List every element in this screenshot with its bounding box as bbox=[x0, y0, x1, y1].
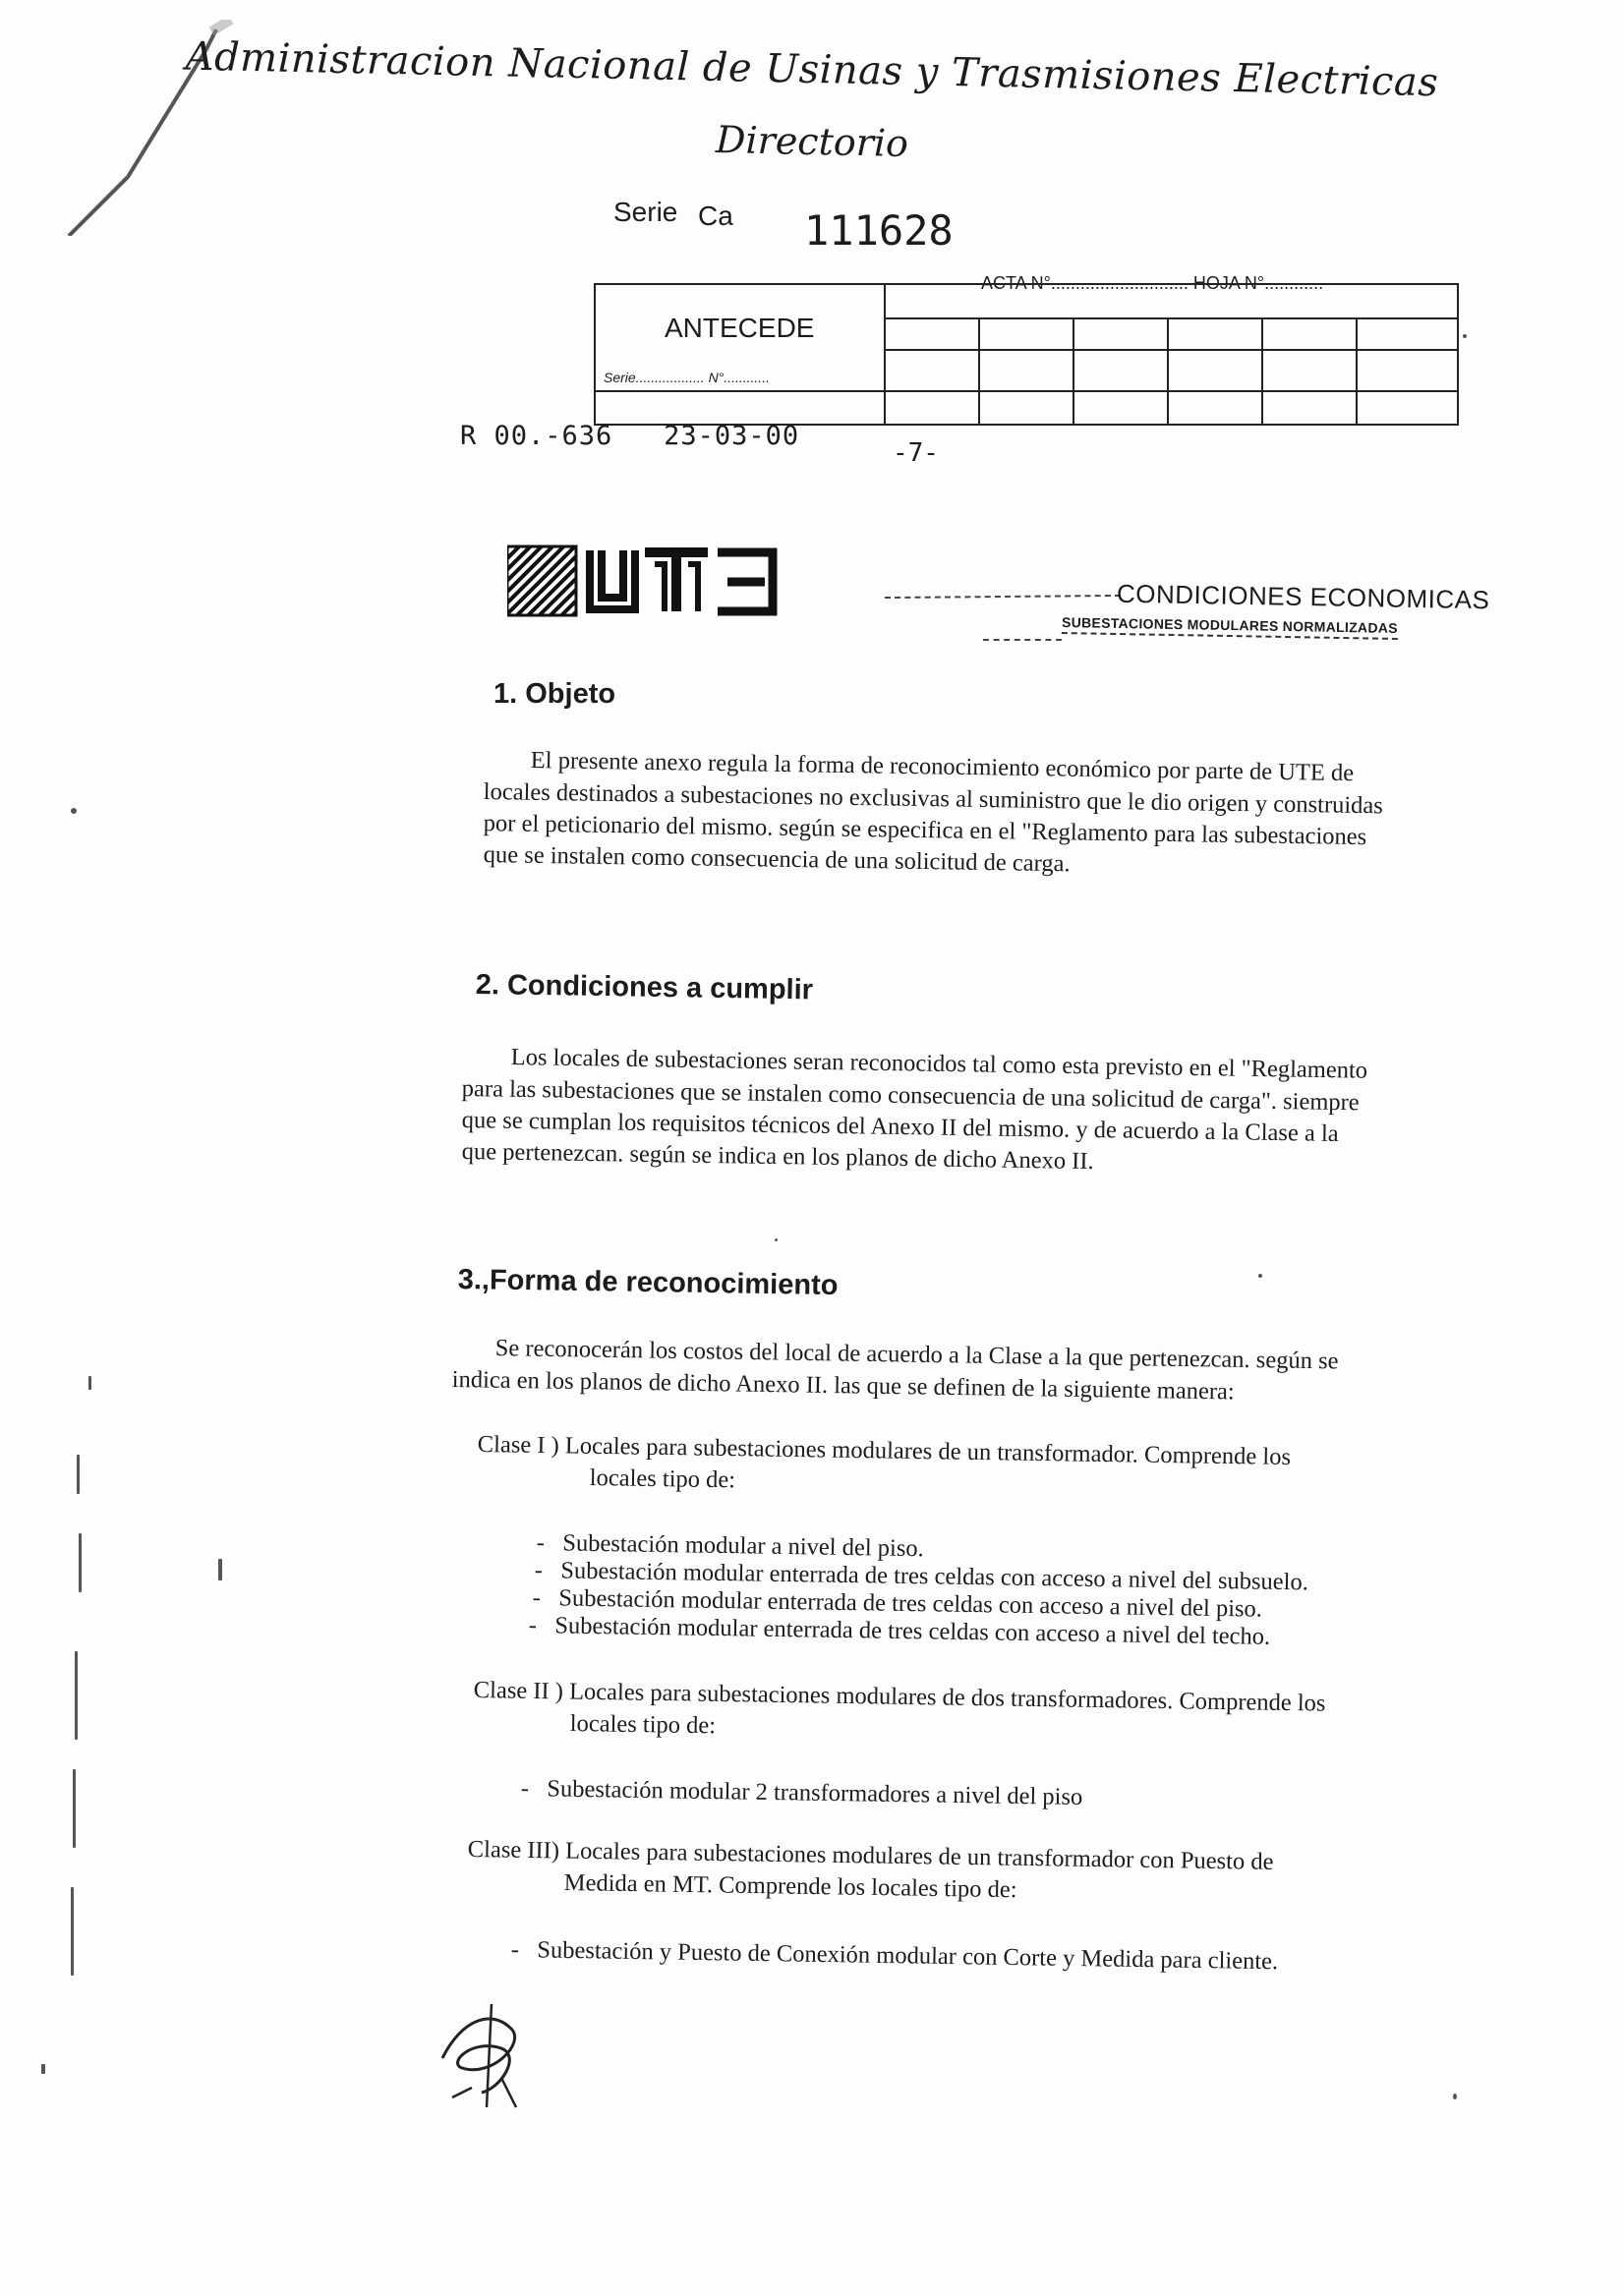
resolution-number: R 00.-636 bbox=[460, 421, 613, 451]
bullet-dash: - bbox=[520, 1775, 530, 1803]
page-number: -7- bbox=[893, 438, 939, 468]
antecede-serie-line: Serie.................. N°............ bbox=[604, 370, 770, 385]
serie-value: Ca bbox=[698, 201, 733, 231]
forma-line-1: Se reconocerán los costos del local de acuerdo a la Clase a la que pertenezcan. según se bbox=[494, 1335, 1339, 1375]
clase-3-line-1: Clase III) Locales para subestaciones modulares de un transformador con Puesto de bbox=[467, 1836, 1274, 1875]
section-heading-objeto: 1. Objeto bbox=[493, 678, 616, 710]
list-item: - Subestación modular enterrada de tres celdas con acceso a nivel del subsuelo. bbox=[534, 1557, 1309, 1596]
section-heading-condiciones: 2. Condiciones a cumplir bbox=[475, 969, 814, 1006]
scan-speck bbox=[1258, 1274, 1262, 1278]
antecede-label: ANTECEDE bbox=[665, 313, 815, 343]
scan-speck bbox=[1463, 334, 1467, 338]
clase-2-line-2: locales tipo de: bbox=[569, 1710, 717, 1740]
bullet-dash: - bbox=[534, 1557, 544, 1584]
objeto-line-3: por el peticionario del mismo. según se especifica en el "Reglamento para las subestaciones bbox=[483, 810, 1367, 851]
scan-speck bbox=[73, 1769, 76, 1848]
scan-speck bbox=[775, 1238, 778, 1241]
objeto-line-4: que se instalen como consecuencia de una solicitud de carga. bbox=[483, 841, 1071, 878]
clase-3-line-2: Medida en MT. Comprende los locales tipo de: bbox=[563, 1869, 1017, 1904]
forma-line-2: indica en los planos de dicho Anexo II. las que se definen de la siguiente manera: bbox=[451, 1366, 1235, 1406]
bullet-dash: - bbox=[510, 1936, 520, 1964]
handwritten-signature bbox=[433, 1999, 541, 2117]
scan-speck bbox=[218, 1559, 222, 1580]
scan-speck bbox=[79, 1533, 82, 1592]
condiciones-line-1: Los locales de subestaciones seran reconocidos tal como esta previsto en el "Reglamento bbox=[510, 1044, 1368, 1084]
clase-1-line-2: locales tipo de: bbox=[589, 1464, 736, 1494]
list-item: - Subestación modular a nivel del piso. bbox=[536, 1529, 924, 1563]
bullet-dash: - bbox=[536, 1529, 546, 1557]
header-title: Administracion Nacional de Usinas y Trasmisiones Electricas bbox=[185, 33, 1439, 106]
scan-speck bbox=[77, 1455, 80, 1494]
list-item: - Subestación modular 2 transformadores a nivel del piso bbox=[520, 1775, 1083, 1810]
antecede-cell bbox=[594, 283, 885, 391]
heading-dashes-2 bbox=[983, 639, 1062, 641]
serie-label: Serie bbox=[613, 197, 678, 227]
acta-hoja-line: ACTA N°............................ HOJA N°............ bbox=[981, 273, 1324, 293]
resolution-code bbox=[460, 421, 799, 451]
serie-number: 111628 bbox=[804, 206, 954, 255]
list-item: - Subestación y Puesto de Conexión modular con Corte y Medida para cliente. bbox=[510, 1936, 1279, 1976]
objeto-line-2: locales destinados a subestaciones no exclusivas al suministro que le dio origen y construidas bbox=[483, 778, 1384, 820]
header-subtitle: Directorio bbox=[715, 117, 909, 166]
list-item: - Subestación modular enterrada de tres celdas con acceso a nivel del piso. bbox=[532, 1584, 1263, 1623]
scan-speck bbox=[1453, 2094, 1457, 2099]
list-item: - Subestación modular enterrada de tres celdas con acceso a nivel del techo. bbox=[528, 1612, 1271, 1650]
bullet-dash: - bbox=[528, 1612, 538, 1639]
objeto-line-1: El presente anexo regula la forma de reconocimiento económico por parte de UTE de bbox=[530, 747, 1355, 787]
heading-dashes bbox=[885, 595, 1121, 599]
clase-2-line-1: Clase II ) Locales para subestaciones modulares de dos transformadores. Comprende los bbox=[473, 1677, 1326, 1717]
clase-1-line-1: Clase I ) Locales para subestaciones modulares de un transformador. Comprende los bbox=[477, 1431, 1292, 1470]
condiciones-line-4: que pertenezcan. según se indica en los planos de dicho Anexo II. bbox=[461, 1138, 1094, 1176]
doc-heading-title: CONDICIONES ECONOMICAS bbox=[1116, 578, 1490, 615]
scan-speck bbox=[88, 1376, 91, 1390]
scan-speck bbox=[71, 808, 77, 814]
bullet-dash: - bbox=[532, 1584, 542, 1612]
resolution-date: 23-03-00 bbox=[664, 421, 800, 451]
condiciones-line-3: que se cumplan los requisitos técnicos del Anexo II del mismo. y de acuerdo a la Clase a la bbox=[461, 1107, 1339, 1148]
section-heading-forma: 3.,Forma de reconocimiento bbox=[457, 1264, 839, 1302]
scan-speck bbox=[75, 1651, 78, 1740]
scan-speck bbox=[41, 2064, 45, 2074]
doc-heading-subtitle: SUBESTACIONES MODULARES NORMALIZADAS bbox=[1062, 614, 1398, 640]
ute-logo bbox=[507, 545, 783, 617]
scan-speck bbox=[71, 1887, 74, 1976]
condiciones-line-2: para las subestaciones que se instalen como consecuencia de una solicitud de carga". siempre bbox=[461, 1075, 1360, 1117]
